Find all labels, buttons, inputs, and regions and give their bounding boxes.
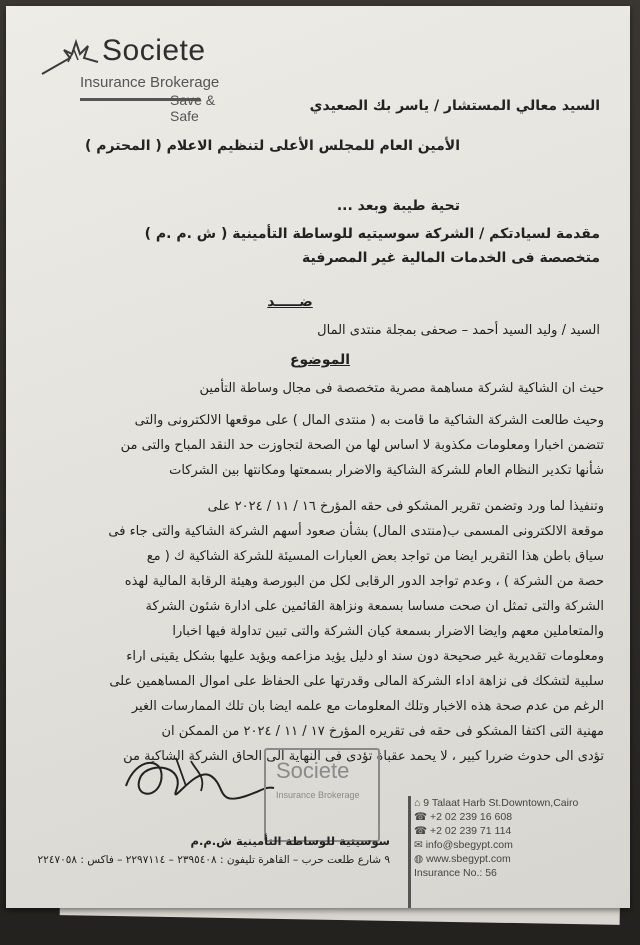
letter-page bbox=[6, 6, 630, 908]
stamp-name: Societe bbox=[276, 758, 350, 783]
paragraph-2-line-3: شأنها تكدير النظام العام للشركة الشاكية والاضرار بسمعتها ومكانتها بين الشركات bbox=[169, 463, 604, 478]
signature-image bbox=[116, 746, 276, 826]
phone-icon: ☎ bbox=[414, 811, 430, 823]
defendant-line: السيد / وليد السيد أحمد – صحفى بمجلة منتدى المال bbox=[317, 323, 600, 338]
stamp-subtitle: Insurance Brokerage bbox=[276, 790, 360, 800]
fax-icon: ☎ bbox=[414, 825, 430, 837]
phone-line-1 bbox=[404, 810, 624, 824]
intro-line-1: مقدمة لسيادتكم / الشركة سوسيتيه للوساطة التأمينية ( ش .م .م ) bbox=[144, 226, 600, 242]
paragraph-2-line-2: تتضمن اخبارا ومعلومات مكذوبة لا اساس لها من الصحة لتجاوزت حد النقد المباح والتى من bbox=[120, 438, 604, 453]
phone-line-2 bbox=[404, 824, 624, 838]
web-line bbox=[404, 852, 624, 866]
paragraph-3-line-7: ومعلومات تقديرية غير صحيحة دون سند او دليل يؤيد مزاعمه ويؤيد عليها بشكل يقينى اراء bbox=[126, 649, 604, 664]
paragraph-3-line-1: وتنفيذا لما ورد وتضمن تقرير المشكو فى حقه المؤرخ ١٦ / ١١ / ٢٠٢٤ على bbox=[207, 499, 604, 514]
logo-name: Societe bbox=[102, 34, 206, 67]
footer-company-name: سوسيتية للوساطة التأمينية ش.م.م bbox=[190, 834, 390, 848]
logo-tagline: Save & Safe bbox=[170, 92, 216, 124]
logo-subtitle: Insurance Brokerage bbox=[80, 74, 220, 91]
address-text: 9 Talaat Harb St.Downtown,Cairo bbox=[423, 797, 579, 809]
logo-mark-icon bbox=[40, 36, 100, 76]
paragraph-3-line-8: سلبية لتشكك فى نزاهة اداء الشركة المالى وقدرتها على الحفاظ على اموال المساهمين على bbox=[109, 674, 604, 689]
footer-address: ٩ شارع طلعت حرب – القاهرة تليفون : ٢٣٩٥٤٠٨ – ٢٢٩٧١١٤ – فاكس : ٢٢٤٧٠٥٨ bbox=[37, 854, 390, 866]
greeting: تحية طيبة وبعد ... bbox=[336, 198, 460, 214]
recipient-line-1: السيد معالي المستشار / ياسر بك الصعيدي bbox=[309, 98, 600, 114]
email-text: info@sbegypt.com bbox=[425, 839, 513, 851]
license-line bbox=[404, 866, 624, 880]
location-icon: ⌂ bbox=[414, 797, 424, 809]
paragraph-3-line-9: الرغم من عدم صحة هذه الاخبار وتلك المعلومات مع علمه ايضا بان تلك الممارسات الغير bbox=[131, 699, 604, 714]
intro-line-2: متخصصة فى الخدمات المالية غير المصرفية bbox=[302, 250, 600, 266]
phone-1-text: +2 02 239 16 608 bbox=[430, 811, 513, 823]
paragraph-3-line-4: حصة من الشركة ) ، وعدم تواجد الدور الرقابى لكل من البورصة وهيئة الرقابة المالية لهذه bbox=[124, 574, 604, 589]
web-icon: ◍ bbox=[414, 853, 427, 865]
recipient-line-2: الأمين العام للمجلس الأعلى لتنظيم الاعلام ( المحترم ) bbox=[85, 138, 460, 154]
web-text: www.sbegypt.com bbox=[426, 853, 511, 865]
against-heading: ضـــــد bbox=[267, 294, 313, 310]
company-stamp bbox=[264, 748, 380, 842]
paragraph-3-line-10: مهنية التى اكتفا المشكو فى حقه فى تقريره المؤرخ ١٧ / ١١ / ٢٠٢٤ من الممكن ان bbox=[161, 724, 604, 739]
paragraph-3-line-6: والمتعاملين معهم وايضا الاضرار بسمعة كيان الشركة والتى تبين تداولة فيها اخبارا bbox=[172, 624, 604, 639]
email-icon: ✉ bbox=[414, 839, 426, 851]
paragraph-2-line-1: وحيث طالعت الشركة الشاكية ما قامت به ( منتدى المال ) على موقعها الالكترونى والتى bbox=[134, 413, 604, 428]
license-text: Insurance No.: 56 bbox=[414, 867, 497, 879]
phone-2-text: +2 02 239 71 114 bbox=[430, 825, 512, 837]
paragraph-3-line-5: الشركة والتى تمثل ان صحت مساسا بسمعة ونزاهة القائمين على ادارة شئون الشركة bbox=[145, 599, 604, 614]
subject-heading: الموضوع bbox=[289, 352, 351, 368]
address-line bbox=[404, 796, 624, 810]
paragraph-1: حيث ان الشاكية لشركة مساهمة مصرية متخصصة فى مجال وساطة التأمين bbox=[199, 381, 604, 396]
paragraph-3-line-2: موقعة الالكترونى المسمى ب(منتدى المال) بشأن صعود أسهم الشركة الشاكية والتى جاء فى bbox=[108, 524, 604, 539]
paragraph-3-line-11: تؤدى الى حدوث ضررا كبير ، لا يحمد عقباة تؤدى فى النهاية الى الحاق الشركة الشاكية من bbox=[123, 749, 604, 764]
paragraph-3-line-3: سياق باطن هذا التقرير ايضا من تواجد بعض العبارات المسيئة للشركة الشاكية ك ( مع bbox=[146, 549, 604, 564]
email-line bbox=[404, 838, 624, 852]
contact-block bbox=[404, 796, 624, 880]
